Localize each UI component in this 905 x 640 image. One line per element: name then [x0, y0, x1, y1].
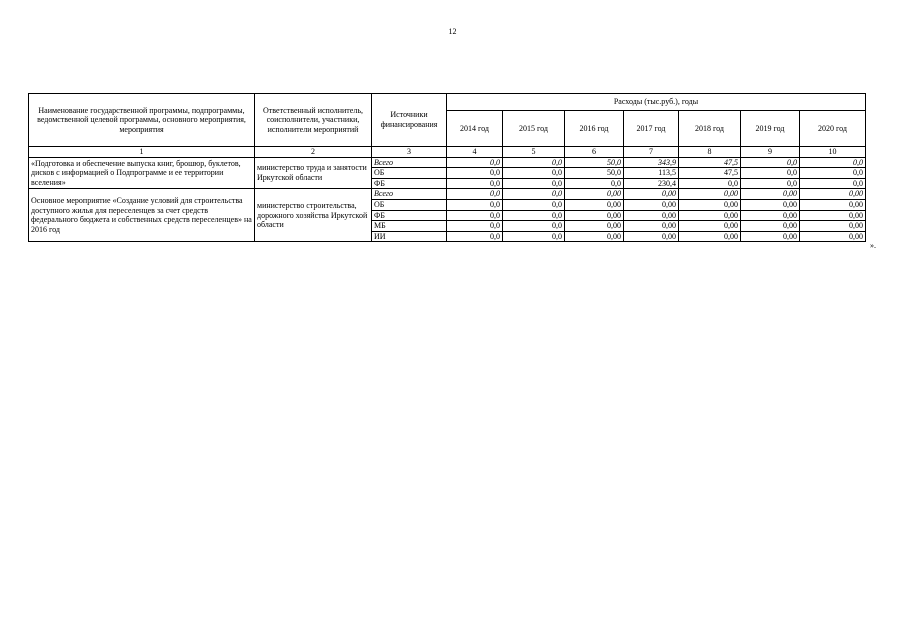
table-row	[29, 189, 866, 200]
header-year: 2019 год	[741, 111, 800, 147]
expense-value: 0,0	[447, 221, 503, 232]
expense-value: 0,00	[565, 231, 624, 242]
expense-value: 0,0	[503, 157, 565, 168]
activity-name: Основное мероприятие «Создание условий для строительства доступного жилья для переселенцев за счет средств федерального бюджета и собственных средств переселенцев» на 2016 год	[29, 189, 255, 242]
expense-value: 0,00	[800, 199, 866, 210]
column-number: 6	[565, 147, 624, 158]
funding-source: ИИ	[372, 231, 447, 242]
expense-value: 47,5	[679, 157, 741, 168]
column-number: 5	[503, 147, 565, 158]
expense-value: 0,00	[624, 189, 679, 200]
expense-value: 0,00	[679, 199, 741, 210]
expense-value: 0,00	[741, 199, 800, 210]
column-number: 7	[624, 147, 679, 158]
column-number: 3	[372, 147, 447, 158]
funding-source: ОБ	[372, 168, 447, 179]
column-number: 10	[800, 147, 866, 158]
expense-value: 0,0	[503, 178, 565, 189]
page-number: 12	[448, 27, 457, 36]
responsible-executor: министерство строительства, дорожного хозяйства Иркутской области	[255, 189, 372, 242]
expense-value: 0,00	[565, 199, 624, 210]
expense-value: 343,9	[624, 157, 679, 168]
expense-value: 0,00	[741, 189, 800, 200]
expense-value: 0,0	[741, 168, 800, 179]
expense-value: 0,0	[447, 210, 503, 221]
header-year: 2015 год	[503, 111, 565, 147]
expense-value: 0,0	[447, 231, 503, 242]
header-year: 2017 год	[624, 111, 679, 147]
expense-value: 0,00	[800, 221, 866, 232]
expense-value: 113,5	[624, 168, 679, 179]
expense-value: 0,0	[503, 221, 565, 232]
expense-value: 0,00	[679, 231, 741, 242]
header-name: Наименование государственной программы, подпрограммы, ведомственной целевой программы, основного мероприятия, мероприятия	[29, 94, 255, 147]
expense-value: 0,00	[679, 189, 741, 200]
expense-value: 0,00	[624, 231, 679, 242]
expense-value: 0,0	[741, 178, 800, 189]
activity-name: «Подготовка и обеспечение выпуска книг, брошюр, буклетов, дисков с информацией о Подпрограмме и ее территории вселения»	[29, 157, 255, 189]
expense-value: 50,0	[565, 157, 624, 168]
expense-value: 0,00	[679, 221, 741, 232]
expense-value: 0,0	[503, 199, 565, 210]
closing-quote-mark: ».	[870, 241, 876, 250]
expense-value: 0,0	[503, 189, 565, 200]
funding-source: ФБ	[372, 210, 447, 221]
expense-value: 0,00	[624, 221, 679, 232]
funding-source: ОБ	[372, 199, 447, 210]
column-number: 2	[255, 147, 372, 158]
responsible-executor: министерство труда и занятости Иркутской области	[255, 157, 372, 189]
expense-value: 0,0	[503, 210, 565, 221]
expense-value: 0,00	[741, 210, 800, 221]
expense-value: 0,0	[447, 168, 503, 179]
header-source: Источники финансирования	[372, 94, 447, 147]
header-expenses: Расходы (тыс.руб.), годы	[447, 94, 866, 111]
expense-value: 50,0	[565, 168, 624, 179]
column-number: 1	[29, 147, 255, 158]
expense-value: 0,00	[679, 210, 741, 221]
table-row	[29, 157, 866, 168]
expense-value: 0,0	[503, 231, 565, 242]
expense-value: 0,0	[565, 178, 624, 189]
header-year: 2016 год	[565, 111, 624, 147]
expense-value: 0,00	[741, 221, 800, 232]
expense-value: 0,00	[800, 231, 866, 242]
expense-value: 0,00	[800, 189, 866, 200]
expense-value: 0,0	[679, 178, 741, 189]
expense-value: 47,5	[679, 168, 741, 179]
header-year: 2018 год	[679, 111, 741, 147]
expense-value: 0,0	[800, 157, 866, 168]
expense-value: 0,0	[800, 168, 866, 179]
expense-value: 0,00	[565, 210, 624, 221]
header-year: 2020 год	[800, 111, 866, 147]
expense-value: 0,00	[565, 221, 624, 232]
expense-value: 0,0	[741, 157, 800, 168]
column-number: 8	[679, 147, 741, 158]
expense-value: 0,00	[624, 210, 679, 221]
expense-value: 0,0	[800, 178, 866, 189]
funding-source: Всего	[372, 189, 447, 200]
expense-value: 0,0	[447, 189, 503, 200]
expense-value: 0,0	[447, 157, 503, 168]
expense-value: 0,0	[447, 178, 503, 189]
funding-source: Всего	[372, 157, 447, 168]
header-executor: Ответственный исполнитель, соисполнители, участники, исполнители мероприятий	[255, 94, 372, 147]
expense-value: 0,00	[800, 210, 866, 221]
column-numbers-row	[29, 147, 866, 158]
expenses-table	[28, 93, 866, 242]
funding-source: ФБ	[372, 178, 447, 189]
funding-source: МБ	[372, 221, 447, 232]
column-number: 4	[447, 147, 503, 158]
expense-value: 0,00	[624, 199, 679, 210]
expense-value: 0,0	[447, 199, 503, 210]
expense-value: 0,00	[741, 231, 800, 242]
expense-value: 0,00	[565, 189, 624, 200]
header-year: 2014 год	[447, 111, 503, 147]
expense-value: 0,0	[503, 168, 565, 179]
expense-value: 230,4	[624, 178, 679, 189]
column-number: 9	[741, 147, 800, 158]
